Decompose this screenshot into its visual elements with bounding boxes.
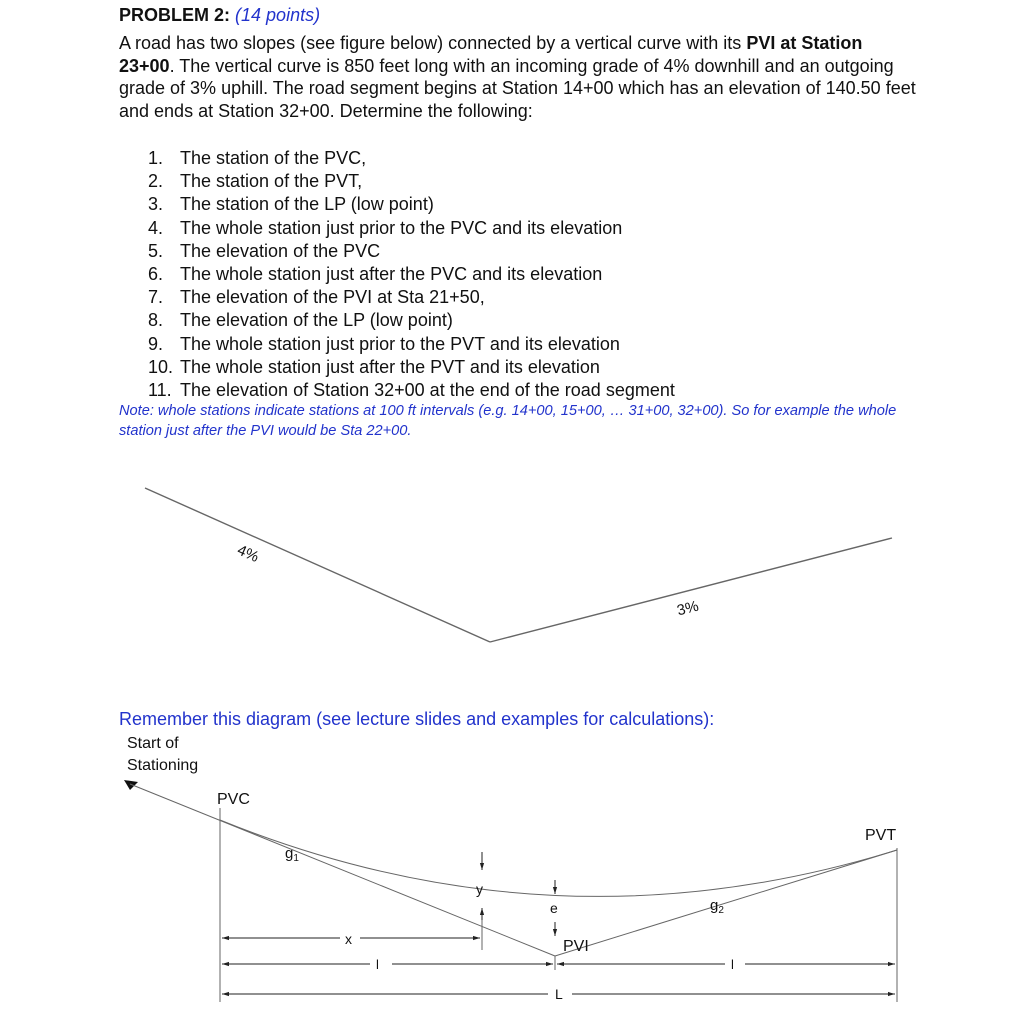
question-text: The elevation of the LP (low point) bbox=[180, 310, 453, 331]
question-text: The station of the PVC, bbox=[180, 148, 367, 168]
intro-part2: . The vertical curve is 850 feet long with an incoming grade of 4% downhill and an outgoing grade of 3% uphill. The road segment begins at Station 14+00 which has an elevation of 140.50 feet and ends at Station 32+00. Determine the following: bbox=[119, 55, 916, 121]
question-item bbox=[148, 193, 675, 216]
question-list bbox=[148, 147, 675, 402]
question-number: 7. bbox=[148, 287, 164, 308]
e-label: e bbox=[550, 900, 558, 916]
question-text: The elevation of the PVI at Sta 21+50, bbox=[180, 287, 485, 308]
grade-out-label: 3% bbox=[675, 597, 701, 620]
question-item bbox=[148, 309, 675, 332]
intro-part1: A road has two slopes (see figure below) connected by a vertical curve with its bbox=[119, 33, 747, 53]
question-item bbox=[148, 217, 675, 240]
question-item bbox=[148, 379, 675, 402]
question-number: 10. bbox=[148, 356, 174, 377]
question-text: The elevation of Station 32+00 at the end of the road segment bbox=[180, 380, 675, 401]
question-item bbox=[148, 170, 675, 193]
question-item bbox=[148, 333, 675, 356]
problem-header bbox=[119, 4, 320, 26]
l-left-label: l bbox=[376, 957, 379, 972]
start-line1: Start of bbox=[127, 735, 179, 752]
intro-pvi-station: PVI at Station 23+00 bbox=[119, 33, 863, 76]
remember-caption: Remember this diagram (see lecture slides and examples for calculations): bbox=[119, 709, 715, 729]
tangent-g2 bbox=[555, 850, 897, 956]
question-number: 9. bbox=[148, 333, 164, 354]
g2-letter: g bbox=[710, 897, 719, 914]
incoming-grade-line bbox=[145, 488, 490, 642]
question-item bbox=[148, 147, 675, 170]
question-text: The whole station just after the PVT and its elevation bbox=[180, 356, 600, 377]
grade-sketch-figure bbox=[115, 440, 905, 710]
start-line2: Stationing bbox=[127, 757, 199, 774]
question-text: The whole station just after the PVC and its elevation bbox=[180, 264, 603, 285]
question-number: 2. bbox=[148, 171, 164, 192]
question-text: The station of the PVT, bbox=[180, 171, 363, 192]
question-item bbox=[148, 240, 675, 263]
question-item bbox=[148, 286, 675, 309]
L-label: L bbox=[555, 986, 563, 1002]
pvt-label: PVT bbox=[865, 827, 897, 844]
question-text: The whole station just prior to the PVT and its elevation bbox=[180, 333, 620, 354]
problem-points: (14 points) bbox=[235, 5, 321, 25]
question-number: 8. bbox=[148, 310, 164, 331]
question-text: The station of the LP (low point) bbox=[180, 194, 434, 215]
x-label: x bbox=[345, 931, 352, 947]
y-label: y bbox=[476, 881, 483, 897]
outgoing-grade-line bbox=[490, 538, 892, 642]
question-item bbox=[148, 263, 675, 286]
g2-label bbox=[710, 897, 724, 916]
start-arrow-icon bbox=[124, 780, 138, 790]
question-number: 11. bbox=[148, 380, 172, 401]
question-item bbox=[148, 356, 675, 379]
problem-title: PROBLEM 2: bbox=[119, 5, 231, 25]
g2-subscript: 2 bbox=[718, 905, 724, 916]
vertical-curve-diagram bbox=[0, 770, 1023, 1024]
g1-letter: g bbox=[285, 845, 294, 862]
problem-statement bbox=[119, 32, 919, 122]
question-number: 5. bbox=[148, 240, 164, 261]
pvc-label: PVC bbox=[217, 791, 250, 808]
question-number: 6. bbox=[148, 264, 164, 285]
pvi-label: PVI bbox=[563, 938, 589, 955]
tangent-g1 bbox=[130, 784, 555, 956]
g1-subscript: 1 bbox=[293, 853, 299, 864]
grade-in-label: 4% bbox=[234, 541, 262, 566]
question-number: 4. bbox=[148, 217, 164, 238]
question-number: 1. bbox=[148, 148, 164, 168]
note: Note: whole stations indicate stations at 100 ft intervals (e.g. 14+00, 15+00, … 31+00, 32+00). So for example the whole station just after the PVI would be Sta 22+00. bbox=[119, 403, 897, 439]
l-right-label: l bbox=[731, 957, 734, 972]
question-text: The whole station just prior to the PVC and its elevation bbox=[180, 217, 623, 238]
question-text: The elevation of the PVC bbox=[180, 240, 381, 261]
question-number: 3. bbox=[148, 194, 164, 215]
vertical-curve bbox=[220, 820, 897, 896]
